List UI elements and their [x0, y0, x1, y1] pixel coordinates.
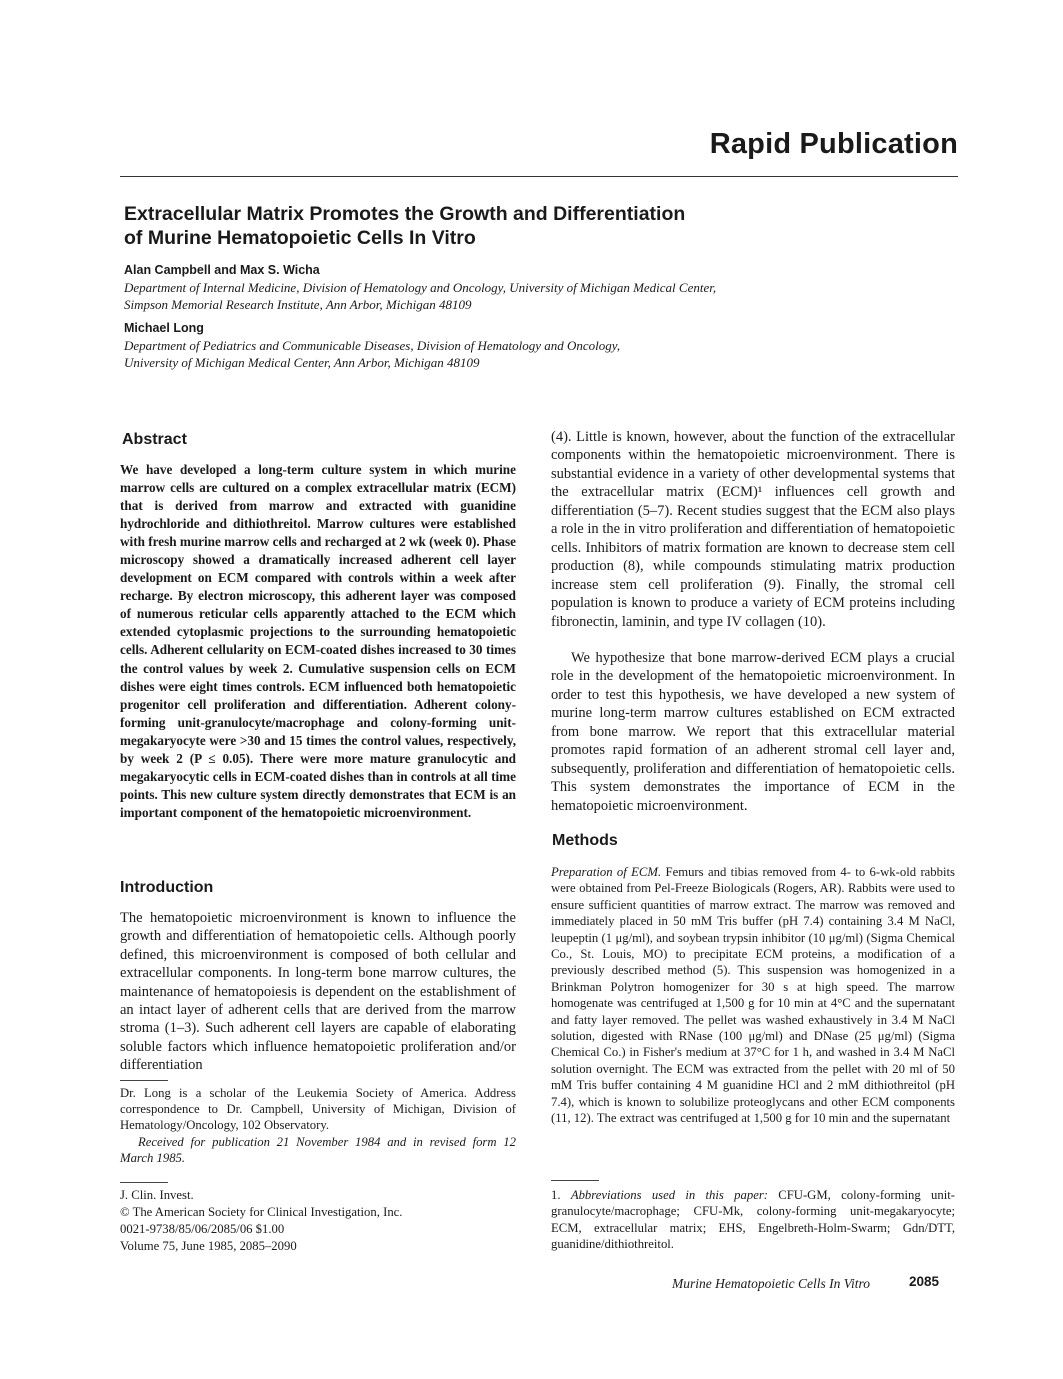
affiliation-2-line-2: University of Michigan Medical Center, Ann Arbor, Michigan 48109 [124, 355, 480, 370]
correspondence-note: Dr. Long is a scholar of the Leukemia Society of America. Address correspondence to Dr. Campbell, University of Michigan, Division of Hematology/Oncology, 102 Observatory. [120, 1086, 516, 1133]
received-note: Received for publication 21 November 1984 and in revised form 12 March 1985. [120, 1134, 516, 1165]
affiliation-1-line-2: Simpson Memorial Research Institute, Ann Arbor, Michigan 48109 [124, 297, 472, 312]
page-number: 2085 [909, 1274, 940, 1289]
footnote-number: 1. [551, 1188, 561, 1202]
affiliation-2-line-1: Department of Pediatrics and Communicable Diseases, Division of Hematology and Oncology, [124, 338, 621, 353]
journal-line-3: 0021-9738/85/06/2085/06 $1.00 [120, 1222, 285, 1236]
introduction-text: The hematopoietic microenvironment is known to influence the growth and differentiation of hematopoietic cells. Although poorly defined, this microenvironment is composed of both cellular and extracellular components. In long-term bone marrow cultures, the maintenance of hematopoiesis is dependent on the establishment of an intact layer of adherent cells that are derived from the marrow stroma (1–3). Such adherent cell layers are capable of elaborating soluble factors which influence hematopoietic proliferation and/or differentiation [120, 910, 516, 1074]
journal-rule [120, 1182, 168, 1183]
methods-body: Femurs and tibias removed from 4- to 6-wk-old rabbits were obtained from Pel-Freeze Biologicals (Rogers, AR). Rabbits were used to ensure sufficient quantities of marrow extract. The marrow was removed and immediately placed in 50 mM Tris buffer (pH 7.4) containing 3.4 M NaCl, leupeptin (1 μg/ml), and soybean trypsin inhibitor (10 μg/ml) (Sigma Chemical Co., St. Louis, MO) to precipitate ECM proteins, a modification of a previously described method (5). This suspension was homogenized in a Brinkman Polytron homogenizer for 30 s at high speed. The marrow homogenate was centrifuged at 1,500 g for 10 min at 4°C and the supernatant and fatty layer removed. The pellet was washed exhaustively in 3.4 M NaCl solution, digested with RNase (100 μg/ml) and DNase (25 μg/ml) (Sigma Chemical Co.) in Fisher's medium at 37°C for 1 h, and washed in 3.4 M NaCl solution overnight. The ECM was extracted from the pellet with 20 ml of 50 mM Tris buffer containing 4 M guanidine HCl and 2 mM dithiothreitol (pH 7.4), which is known to solubilize proteoglycans and other ECM components (11, 12). The extract was centrifuged at 1,500 g for 10 min and the supernatant [551, 865, 955, 1126]
journal-info [120, 1187, 516, 1255]
author-group-1: Alan Campbell and Max S. Wicha [124, 263, 320, 277]
affiliation-2 [124, 337, 844, 371]
methods-subheading: Preparation of ECM. [551, 865, 662, 879]
footnote-rule-right [551, 1180, 599, 1181]
running-title: Murine Hematopoietic Cells In Vitro [672, 1276, 870, 1291]
header-rule [120, 176, 958, 177]
article-title [124, 202, 824, 250]
footnote-correspondence [120, 1085, 516, 1166]
journal-line-4: Volume 75, June 1985, 2085–2090 [120, 1239, 297, 1253]
introduction-heading: Introduction [120, 879, 214, 896]
abbreviations-label: Abbreviations used in this paper: [570, 1188, 768, 1202]
title-line-1: Extracellular Matrix Promotes the Growth and Differentiation [124, 203, 686, 225]
methods-text [551, 864, 955, 1127]
title-line-2: of Murine Hematopoietic Cells In Vitro [124, 227, 476, 249]
section-label: Rapid Publication [709, 128, 958, 160]
methods-heading: Methods [552, 832, 618, 849]
abbreviations-footnote [551, 1187, 955, 1253]
intro-paragraph-2: We hypothesize that bone marrow-derived ECM plays a crucial role in the development of the hematopoietic microenvironment. In order to test this hypothesis, we have developed a new system of murine long-term marrow cultures established on ECM extracted from bone marrow. We report that this extracellular material promotes rapid formation of an adherent stromal cell layer and, subsequently, proliferation and differentiation of hematopoietic cells. This system demonstrates the importance of ECM in the hematopoietic microenvironment. [551, 650, 955, 814]
abstract-text: We have developed a long-term culture system in which murine marrow cells are cultured on a complex extracellular matrix (ECM) that is derived from marrow and extracted with guanidine hydrochloride and dithiothreitol. Marrow cultures were established with fresh murine marrow cells and recharged at 2 wk (week 0). Phase microscopy showed a dramatically increased adherent cell layer development on ECM compared with controls within a week after recharge. By electron microscopy, this adherent layer was composed of numerous reticular cells apparently attached to the ECM which extended cytoplasmic projections to the surrounding hematopoietic cells. Adherent cellularity on ECM-coated dishes increased to 30 times the control values by week 2. Cumulative suspension cells on ECM dishes were eight times controls. ECM influenced both hematopoietic progenitor cell proliferation and differentiation. Adherent colony-forming unit-granulocyte/macrophage and colony-forming unit-megakaryocyte were >30 and 15 times the control values, respectively, by week 2 (P ≤ 0.05). There were more mature granulocytic and megakaryocytic cells in ECM-coated dishes than in controls at all time points. This new culture system directly demonstrates that ECM is an important component of the hematopoietic microenvironment. [120, 462, 516, 820]
affiliation-1-line-1: Department of Internal Medicine, Division of Hematology and Oncology, University of Michigan Medical Center, [124, 280, 717, 295]
abbreviations-text: CFU-GM, colony-forming unit-granulocyte/macrophage; CFU-Mk, colony-forming unit-megakaryocyte; ECM, extracellular matrix; EHS, Engelbreth-Holm-Swarm; Gdn/DTT, guanidine/dithiothreitol. [551, 1188, 955, 1252]
affiliation-1 [124, 279, 844, 313]
author-group-2: Michael Long [124, 321, 204, 335]
journal-line-2: © The American Society for Clinical Investigation, Inc. [120, 1205, 403, 1219]
abstract-heading: Abstract [122, 431, 187, 448]
intro-continuation: (4). Little is known, however, about the function of the extracellular components within the hematopoietic microenvironment. There is substantial evidence in a variety of other developmental systems that the extracellular matrix (ECM)¹ influences cell growth and differentiation (5–7). Recent studies suggest that the ECM also plays a role in the in vitro proliferation and differentiation of hematopoietic cells. Inhibitors of matrix formation are known to decrease stem cell production (8), while compounds stimulating matrix production increase stem cell proliferation (9). Finally, the stromal cell population is known to produce a variety of ECM proteins including fibronectin, laminin, and type IV collagen (10). [551, 429, 955, 630]
journal-line-1: J. Clin. Invest. [120, 1188, 194, 1202]
footnote-rule-left [120, 1080, 168, 1081]
